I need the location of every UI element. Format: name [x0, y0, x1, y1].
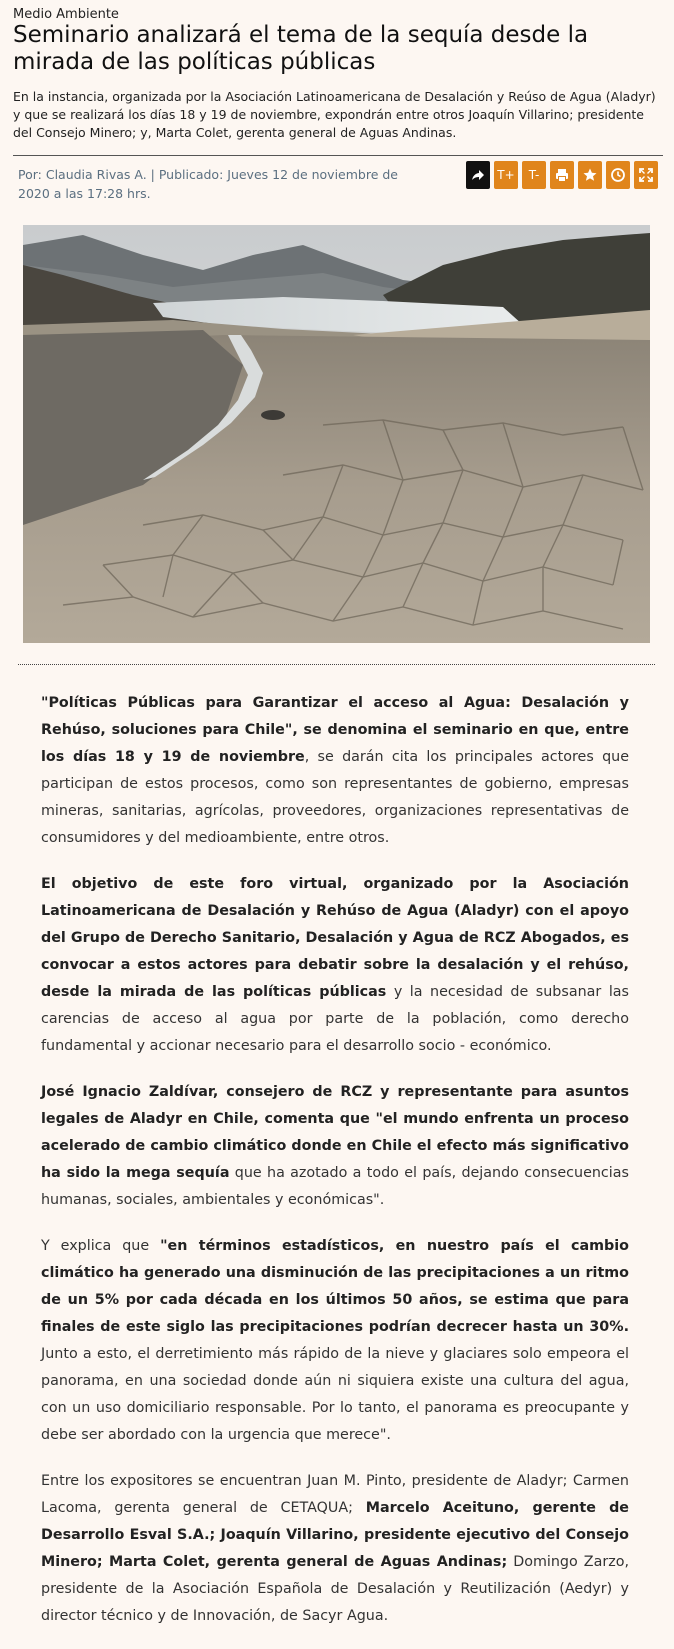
favorite-button[interactable] [578, 161, 602, 189]
article-toolbar [466, 161, 658, 189]
article-paragraph [41, 1079, 629, 1214]
article-body [41, 690, 629, 1649]
article-paragraph [41, 690, 629, 852]
article-paragraph [41, 1468, 629, 1630]
paragraph-emphasis: "en términos estadísticos, en nuestro país el cambio climático ha generado una disminución de las precipitaciones a un ritmo de un 5% por cada década en los últimos 50 años, se estima que para finales de este siglo las precipitaciones podrían decrecer hasta un 30%. [41, 1238, 630, 1335]
expand-icon [638, 167, 654, 183]
history-button[interactable] [606, 161, 630, 189]
paragraph-emphasis: Marcelo Aceituno, gerente de Desarrollo Esval S.A.; Joaquín Villarino, presidente ejecutivo del Consejo Minero; Marta Colet, gerenta general de Aguas Andinas; [41, 1500, 630, 1570]
clock-icon [610, 167, 626, 183]
article-paragraph [41, 871, 629, 1060]
paragraph-text: , se darán cita los principales actores que participan de estos procesos, como son representantes de gobierno, empresas mineras, sanitarias, agrícolas, proveedores, organizaciones representativas de consumidores y del medioambiente, entre otros. [41, 749, 630, 846]
star-icon [582, 167, 598, 183]
paragraph-text: que ha azotado a todo el país, dejando consecuencias humanas, sociales, ambientales y económicas". [41, 1165, 629, 1208]
share-button[interactable] [466, 161, 490, 189]
drought-landscape-image [23, 225, 650, 643]
paragraph-emphasis: "Políticas Públicas para Garantizar el acceso al Agua: Desalación y Rehúso, soluciones para Chile", se denomina el seminario en que, entre los días 18 y 19 de noviembre [41, 695, 629, 765]
paragraph-emphasis: El objetivo de este foro virtual, organizado por la Asociación Latinoamericana de Desalación y Rehúso de Agua (Aladyr) con el apoyo del Grupo de Derecho Sanitario, Desalación y Agua de RCZ Abogados, es convocar a estos actores para debatir sobre la desalación y el rehúso, desde la mirada de las políticas públicas [41, 876, 629, 1000]
paragraph-emphasis: José Ignacio Zaldívar, consejero de RCZ y representante para asuntos legales de Aladyr en Chile, comenta que "el mundo enfrenta un proceso acelerado de cambio climático donde en Chile el efecto más significativo ha sido la mega sequía [41, 1084, 629, 1181]
article-photo [23, 225, 650, 643]
paragraph-text: Entre los expositores se encuentran Juan M. Pinto, presidente de Aladyr; Carmen Lacoma, gerenta general de CETAQUA; [41, 1473, 629, 1516]
text-smaller-button[interactable]: T- [522, 161, 546, 189]
share-arrow-icon [470, 167, 486, 183]
paragraph-text: Domingo Zarzo, presidente de la Asociación Española de Desalación y Reutilización (Aedyr) y director técnico y de Innovación, de Sacyr Agua. [41, 1554, 630, 1624]
print-icon [554, 167, 570, 183]
headline: Seminario analizará el tema de la sequía desde la mirada de las políticas públicas [13, 22, 589, 75]
paragraph-text: y la necesidad de subsanar las carencias de acceso al agua por parte de la población, como derecho fundamental y accionar necesario para el desarrollo socio - económico. [41, 984, 629, 1054]
byline: Por: Claudia Rivas A. | Publicado: Jueves 12 de noviembre de 2020 a las 17:28 hrs. [18, 167, 398, 201]
article-paragraph [41, 1233, 629, 1449]
dotted-divider [18, 664, 655, 665]
paragraph-text: Junto a esto, el derretimiento más rápido de la nieve y glaciares solo empeora el panorama, en una sociedad donde aún ni siquiera existe una cultura del agua, con un uso domiciliario responsable. Por lo tanto, el panorama es preocupante y debe ser abordado con la urgencia que merece". [41, 1346, 629, 1443]
paragraph-text: Y explica que [41, 1238, 161, 1254]
print-button[interactable] [550, 161, 574, 189]
lead-paragraph: En la instancia, organizada por la Asociación Latinoamericana de Desalación y Reúso de Agua (Aladyr) y que se realizará los días 18 y 19 de noviembre, expondrán entre otros Joaquín Villarino; presidente del Consejo Minero; y, Marta Colet, gerenta general de Aguas Andinas. [13, 89, 656, 140]
fullscreen-button[interactable] [634, 161, 658, 189]
divider [13, 155, 663, 156]
text-bigger-button[interactable]: T+ [494, 161, 518, 189]
section-label[interactable]: Medio Ambiente [13, 7, 119, 22]
